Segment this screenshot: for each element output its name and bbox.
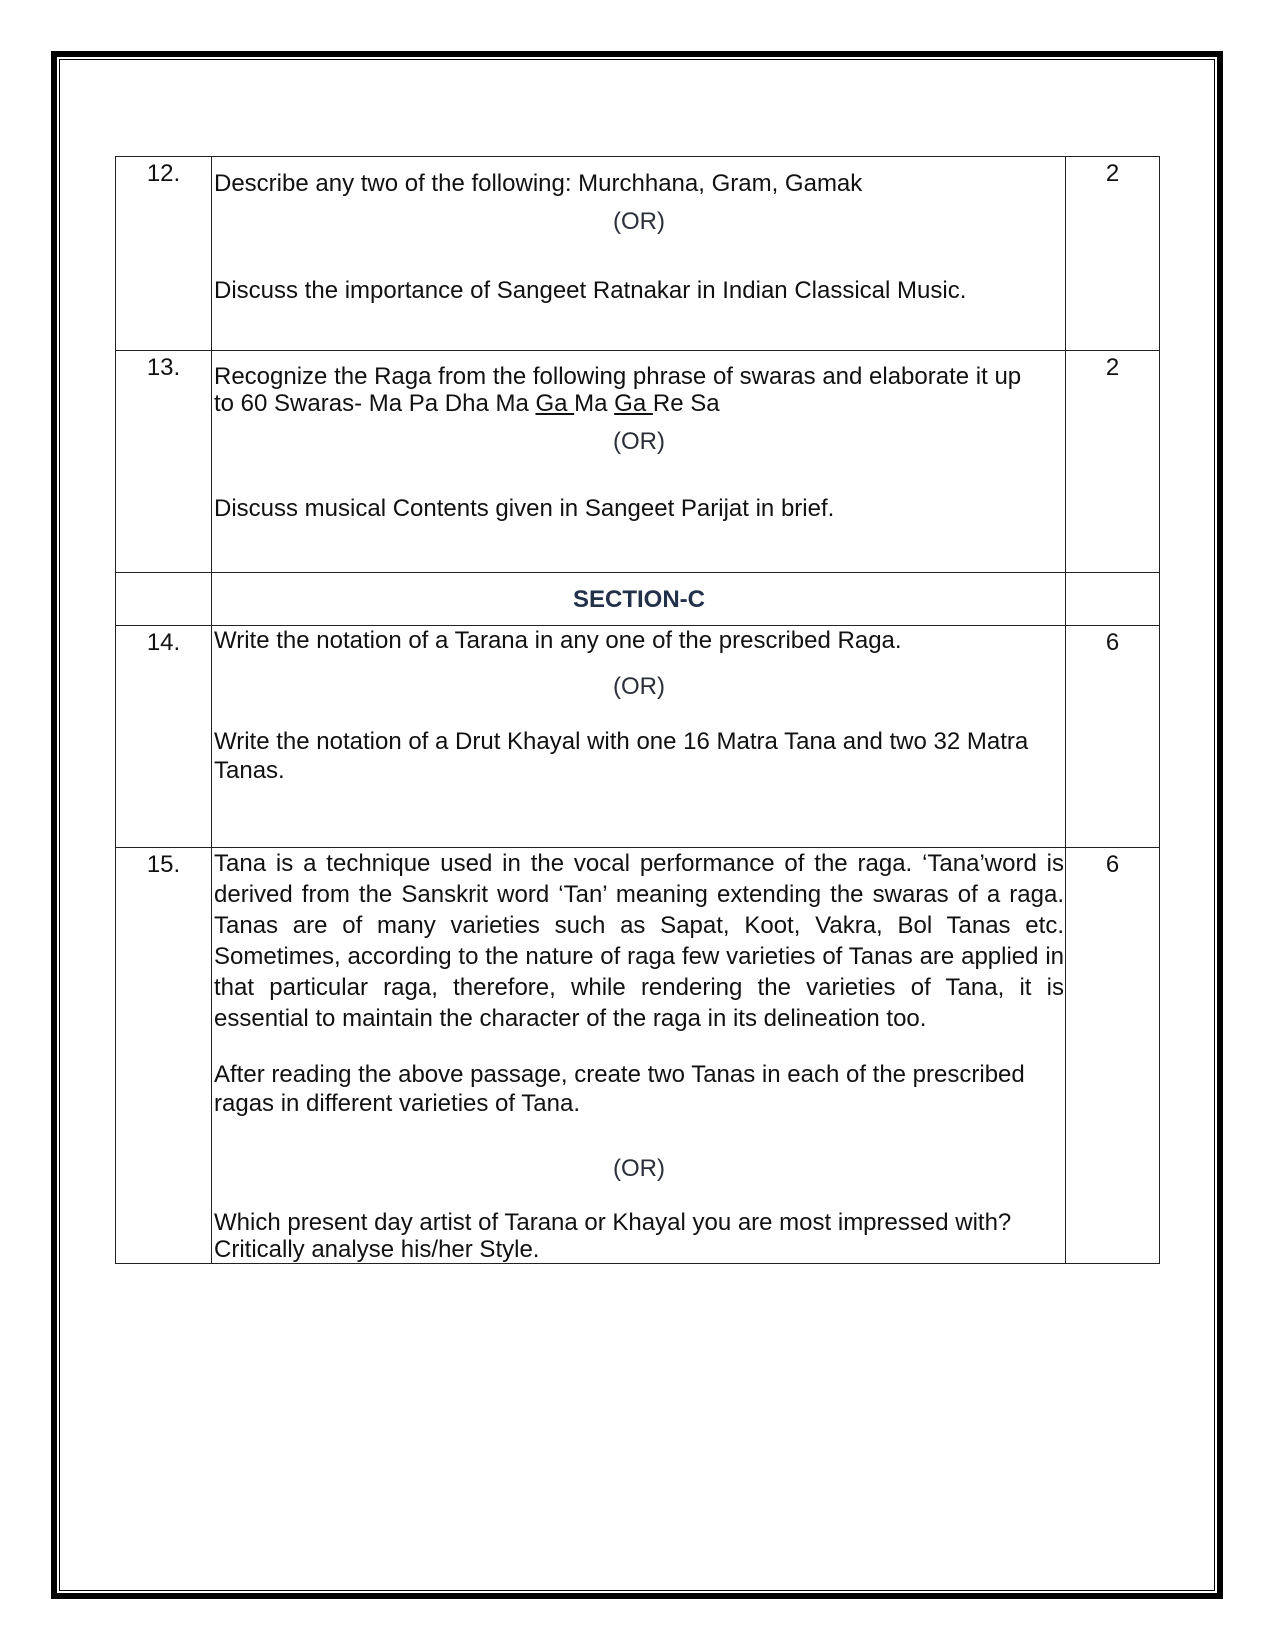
question-text-alternative: Discuss musical Contents given in Sangeet Parijat in brief. [214,495,835,522]
question-text-alternative: Which present day artist of Tarana or Khayal you are most impressed with? Critically analyse his/her Style. [214,1209,1012,1263]
or-separator: (OR) [613,428,665,455]
question-number: 13. [116,351,212,573]
question-row-13 [116,351,1160,573]
marks: 2 [1066,157,1160,351]
swara-ma: Ma [574,390,615,417]
question-text: Describe any two of the following: Murchhana, Gram, Gamak [214,170,863,197]
question-row-14 [116,626,1160,848]
or-separator: (OR) [613,1155,665,1182]
marks: 6 [1066,626,1160,848]
question-text-alternative: Discuss the importance of Sangeet Ratnakar in Indian Classical Music. [214,277,967,304]
question-number: 14. [116,626,212,848]
marks: 2 [1066,351,1160,573]
question-row-15 [116,848,1160,1264]
swara-re-sa: Re Sa [652,390,720,417]
question-body [212,157,1066,351]
question-text-line2: to 60 Swaras- Ma Pa Dha Ma [214,390,536,417]
question-text: Write the notation of a Tarana in any one of the prescribed Raga. [214,627,902,654]
question-body [212,351,1066,573]
question-number: 12. [116,157,212,351]
swara-ga-underlined: Ga [614,390,653,417]
question-body [212,626,1066,848]
or-separator: (OR) [613,673,665,700]
passage-text: Tana is a technique used in the vocal performance of the raga. ‘Tana’word is derived from the Sanskrit word ‘Tan’ meaning extending the swaras of a raga. Tanas are of many varieties such as Sapat, Koot, Vakra, Bol Tanas etc. Sometimes, according to the nature of raga few varieties of Tanas are applied in that particular raga, therefore, while rendering the varieties of Tana, it is essential to maintain the character of the raga in its delineation too. [214,850,1064,1032]
question-number: 15. [116,848,212,1264]
section-row [116,573,1160,626]
question-row-12 [116,157,1160,351]
or-separator: (OR) [613,208,665,235]
marks: 6 [1066,848,1160,1264]
question-text: After reading the above passage, create two Tanas in each of the prescribed ragas in different varieties of Tana. [214,1061,1025,1117]
section-heading: SECTION-C [573,585,705,613]
question-text-line1: Recognize the Raga from the following phrase of swaras and elaborate it up [214,363,1022,390]
question-table [115,156,1160,1264]
question-body [212,848,1066,1264]
question-text [214,363,1064,417]
question-text-alternative: Write the notation of a Drut Khayal with one 16 Matra Tana and two 32 Matra Tanas. [214,728,1029,784]
swara-ga-underlined: Ga [535,390,575,417]
